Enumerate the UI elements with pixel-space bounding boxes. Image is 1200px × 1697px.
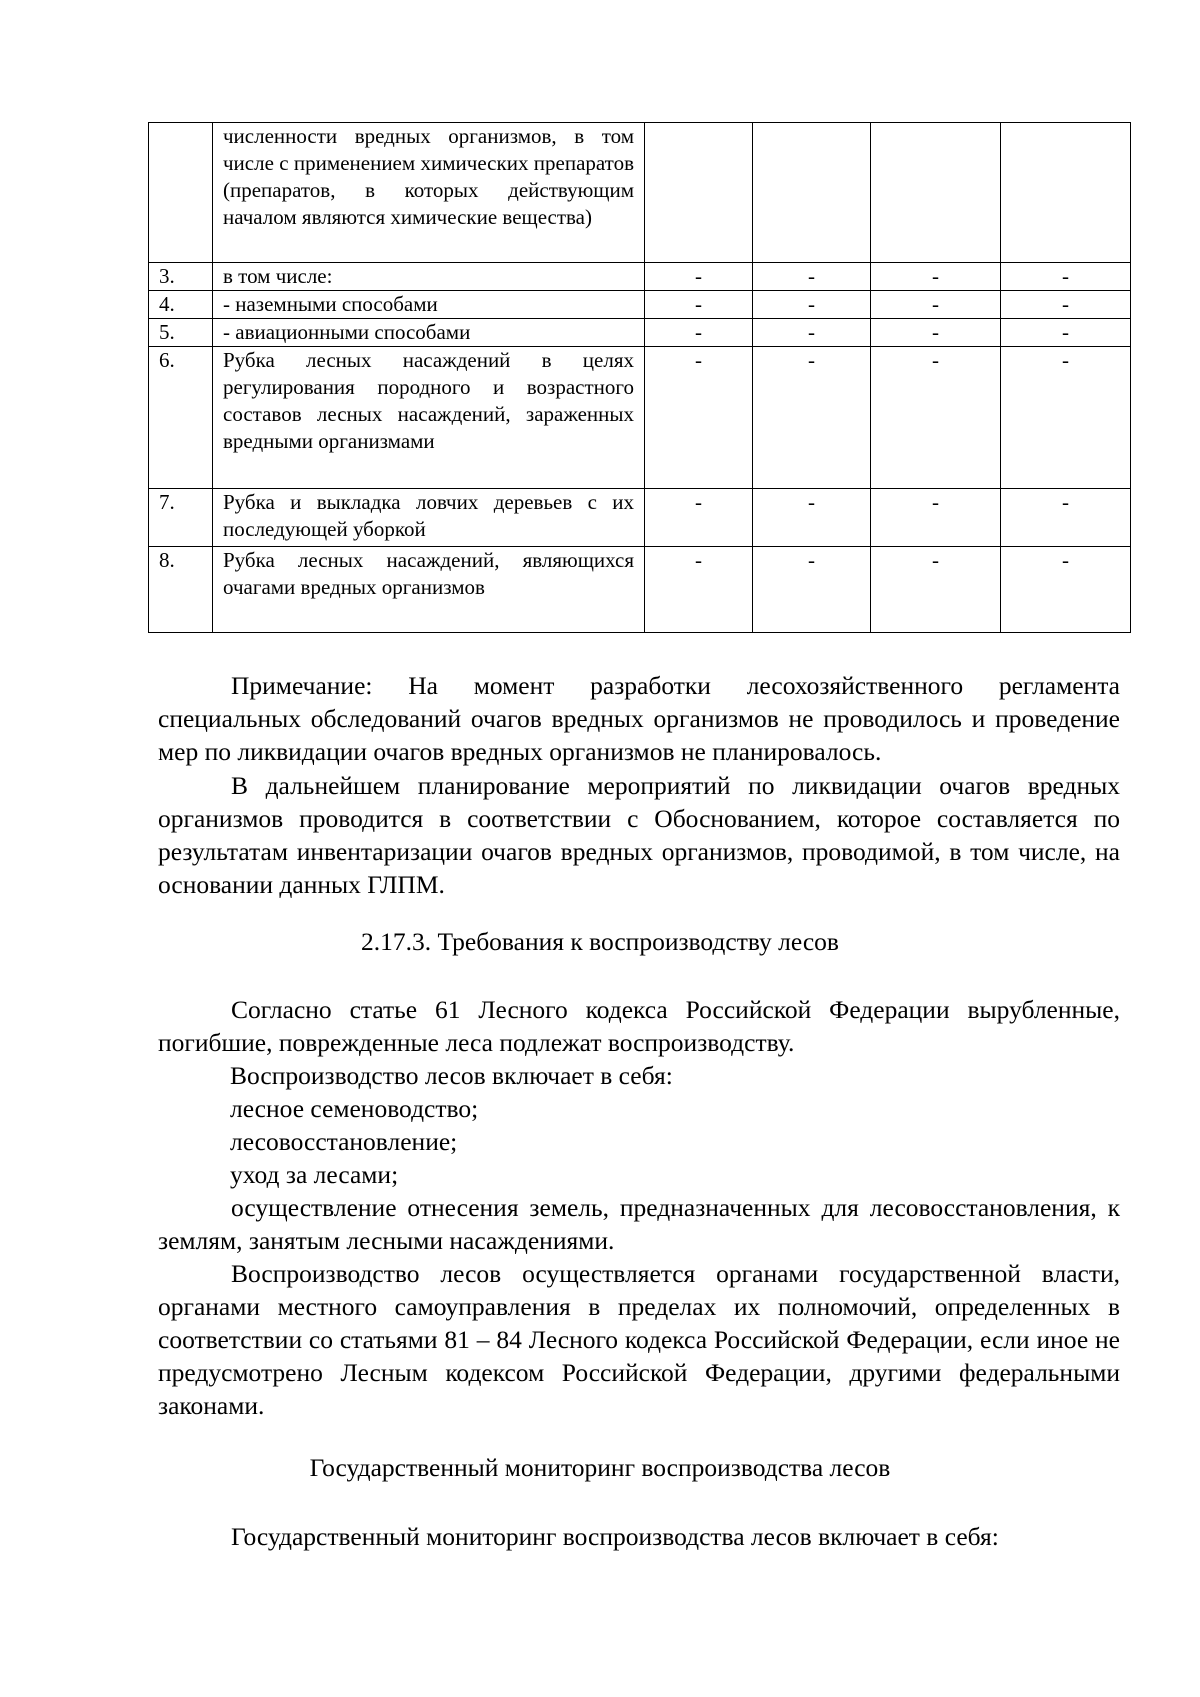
table-row — [149, 123, 1131, 263]
body-paragraph: Государственный мониторинг воспроизводства лесов включает в себя: — [231, 1522, 999, 1551]
row-value: - — [753, 547, 871, 633]
row-value — [1001, 123, 1131, 263]
table-row — [149, 347, 1131, 489]
row-value: - — [753, 263, 871, 291]
row-value: - — [871, 263, 1001, 291]
row-value: - — [871, 291, 1001, 319]
row-value: - — [1001, 547, 1131, 633]
measures-table — [148, 122, 1131, 633]
row-number: 4. — [149, 291, 213, 319]
row-value: - — [871, 489, 1001, 547]
row-number: 5. — [149, 319, 213, 347]
table-row — [149, 319, 1131, 347]
list-item: лесовосстановление; — [230, 1127, 458, 1156]
row-description: - авиационными способами — [213, 319, 645, 347]
row-value: - — [645, 319, 753, 347]
row-description: численности вредных организмов, в том числе с применением химических препаратов (препаратов, в которых действующим началом являются химические вещества) — [213, 123, 645, 263]
row-description: Рубка и выкладка ловчих деревьев с их последующей уборкой — [213, 489, 645, 547]
row-description: Рубка лесных насаждений, являющихся очагами вредных организмов — [213, 547, 645, 633]
row-number: 3. — [149, 263, 213, 291]
row-value: - — [1001, 263, 1131, 291]
row-description: - наземными способами — [213, 291, 645, 319]
row-value: - — [753, 319, 871, 347]
list-item: лесное семеноводство; — [230, 1094, 479, 1123]
row-number — [149, 123, 213, 263]
row-number: 8. — [149, 547, 213, 633]
body-paragraph: Согласно статье 61 Лесного кодекса Российской Федерации вырубленные, погибшие, поврежденные леса подлежат воспроизводству. — [158, 995, 1120, 1057]
row-description: Рубка лесных насаждений в целях регулирования породного и возрастного составов лесных насаждений, зараженных вредными организмами — [213, 347, 645, 489]
body-paragraph: осуществление отнесения земель, предназначенных для лесовосстановления, к землям, занятым лесными насаждениями. — [158, 1193, 1120, 1255]
row-value: - — [871, 347, 1001, 489]
row-value: - — [1001, 489, 1131, 547]
row-value — [753, 123, 871, 263]
table-row — [149, 547, 1131, 633]
row-value: - — [753, 291, 871, 319]
body-paragraph: Воспроизводство лесов осуществляется органами государственной власти, органами местного самоуправления в пределах их полномочий, определенных в соответствии со статьями 81 – 84 Лесного кодекса Российской Федерации, если иное не предусмотрено Лесным кодексом Российской Федерации, другими федеральными законами. — [158, 1259, 1120, 1420]
section-heading: 2.17.3. Требования к воспроизводству лесов — [361, 927, 839, 956]
row-value: - — [1001, 291, 1131, 319]
row-value: - — [871, 547, 1001, 633]
row-value — [871, 123, 1001, 263]
row-value: - — [753, 489, 871, 547]
row-value — [645, 123, 753, 263]
table-row — [149, 291, 1131, 319]
row-value: - — [645, 291, 753, 319]
row-value: - — [645, 489, 753, 547]
table-row — [149, 489, 1131, 547]
row-number: 7. — [149, 489, 213, 547]
row-value: - — [645, 547, 753, 633]
body-line: Воспроизводство лесов включает в себя: — [230, 1061, 673, 1090]
note-paragraph: В дальнейшем планирование мероприятий по ликвидации очагов вредных организмов проводится в соответствии с Обоснованием, которое составляется по результатам инвентаризации очагов вредных организмов, проводимой, в том числе, на основании данных ГЛПМ. — [158, 771, 1120, 899]
row-value: - — [753, 347, 871, 489]
row-value: - — [645, 263, 753, 291]
note-paragraph: Примечание: На момент разработки лесохозяйственного регламента специальных обследований очагов вредных организмов не проводилось и проведение мер по ликвидации очагов вредных организмов не планировалось. — [158, 671, 1120, 766]
row-value: - — [871, 319, 1001, 347]
row-number: 6. — [149, 347, 213, 489]
row-description: в том числе: — [213, 263, 645, 291]
row-value: - — [645, 347, 753, 489]
row-value: - — [1001, 319, 1131, 347]
row-value: - — [1001, 347, 1131, 489]
subsection-heading: Государственный мониторинг воспроизводства лесов — [309, 1453, 891, 1482]
list-item: уход за лесами; — [230, 1160, 399, 1189]
table-row — [149, 263, 1131, 291]
